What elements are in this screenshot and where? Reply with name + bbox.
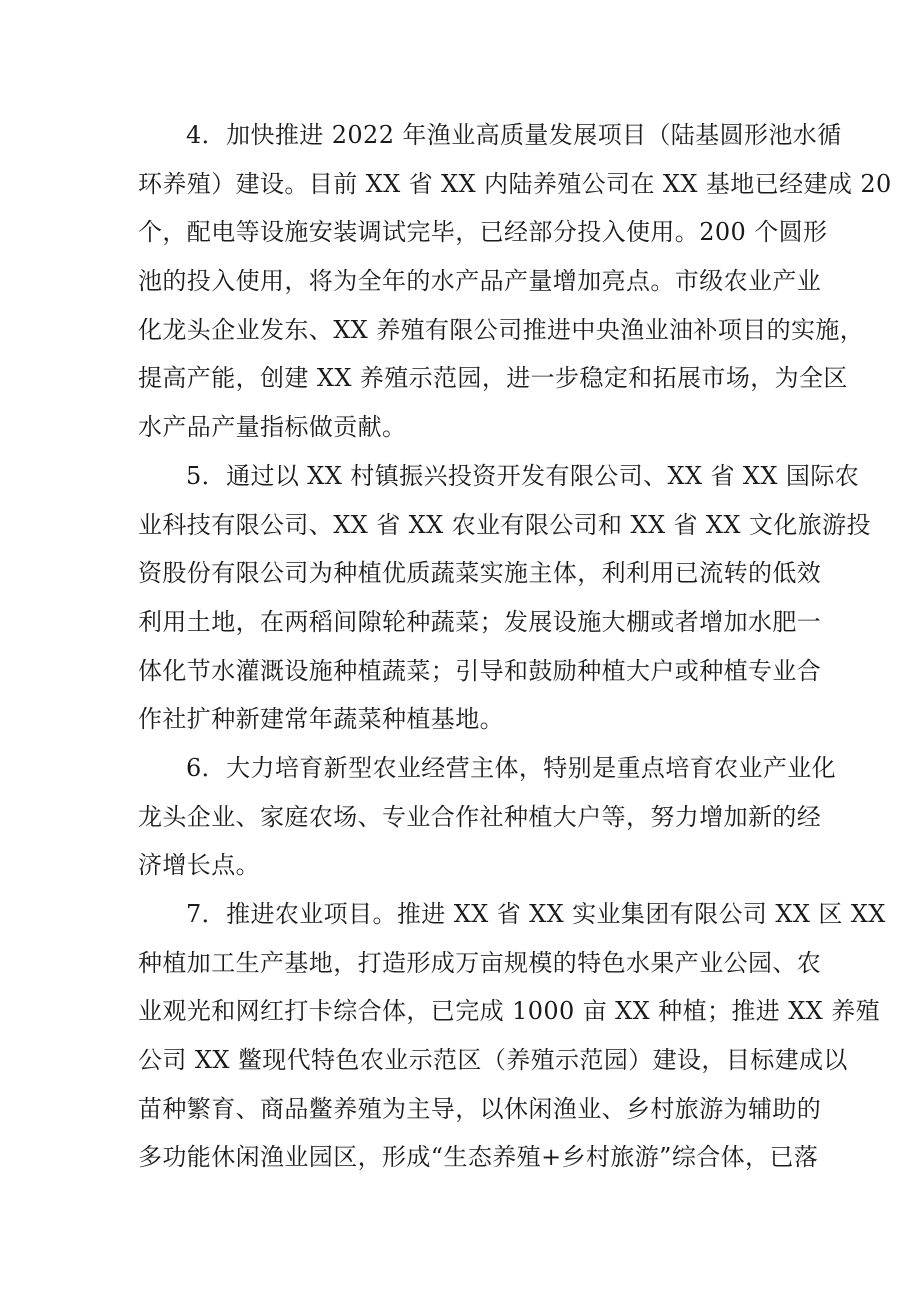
paragraph-line: 业科技有限公司、XX 省 XX 农业有限公司和 XX 省 XX 文化旅游投 [138, 510, 871, 539]
paragraph-line: 6．大力培育新型农业经营主体，特别是重点培育农业产业化 [186, 753, 837, 782]
paragraph-line: 提高产能，创建 XX 养殖示范园，进一步稳定和拓展市场，为全区 [138, 364, 848, 393]
paragraph-line: 池的投入使用，将为全年的水产品产量增加亮点。市级农业产业 [138, 267, 822, 296]
paragraph-line: 资股份有限公司为种植优质蔬菜实施主体，利利用已流转的低效 [138, 559, 822, 588]
paragraph-line: 利用土地，在两稻间隙轮种蔬菜；发展设施大棚或者增加水肥一 [138, 607, 822, 636]
paragraph-5 [138, 452, 871, 744]
paragraph-line: 水产品产量指标做贡献。 [138, 413, 407, 442]
paragraph-4 [138, 111, 892, 452]
paragraph-7 [138, 890, 886, 1182]
document-body [138, 111, 892, 1182]
paragraph-line: 种植加工生产基地，打造形成万亩规模的特色水果产业公园、农 [138, 948, 822, 977]
paragraph-line: 龙头企业、家庭农场、专业合作社种植大户等，努力增加新的经 [138, 802, 822, 831]
paragraph-line: 业观光和网红打卡综合体，已完成 1000 亩 XX 种植；推进 XX 养殖 [138, 997, 880, 1026]
paragraph-line: 作社扩种新建常年蔬菜种植基地。 [138, 705, 504, 734]
paragraph-line: 5．通过以 XX 村镇振兴投资开发有限公司、XX 省 XX 国际农 [186, 461, 860, 490]
paragraph-line: 体化节水灌溉设施种植蔬菜；引导和鼓励种植大户或种植专业合 [138, 656, 822, 685]
paragraph-line: 公司 XX 鳖现代特色农业示范区（养殖示范园）建设，目标建成以 [138, 1046, 848, 1075]
paragraph-line: 4．加快推进 2022 年渔业高质量发展项目（陆基圆形池水循 [186, 121, 842, 149]
paragraph-line: 环养殖）建设。目前 XX 省 XX 内陆养殖公司在 XX 基地已经建成 20 [138, 169, 892, 198]
paragraph-line: 多功能休闲渔业园区，形成“生态养殖+乡村旅游”综合体，已落 [138, 1143, 819, 1172]
paragraph-line: 个，配电等设施安装调试完毕，已经部分投入使用。200 个圆形 [138, 218, 828, 247]
paragraph-line: 7．推进农业项目。推进 XX 省 XX 实业集团有限公司 XX 区 XX [186, 900, 886, 928]
paragraph-6 [138, 744, 837, 890]
paragraph-line: 苗种繁育、商品鳖养殖为主导，以休闲渔业、乡村旅游为辅助的 [138, 1094, 822, 1123]
paragraph-line: 济增长点。 [138, 851, 260, 880]
paragraph-line: 化龙头企业发东、XX 养殖有限公司推进中央渔业油补项目的实施， [138, 315, 865, 344]
